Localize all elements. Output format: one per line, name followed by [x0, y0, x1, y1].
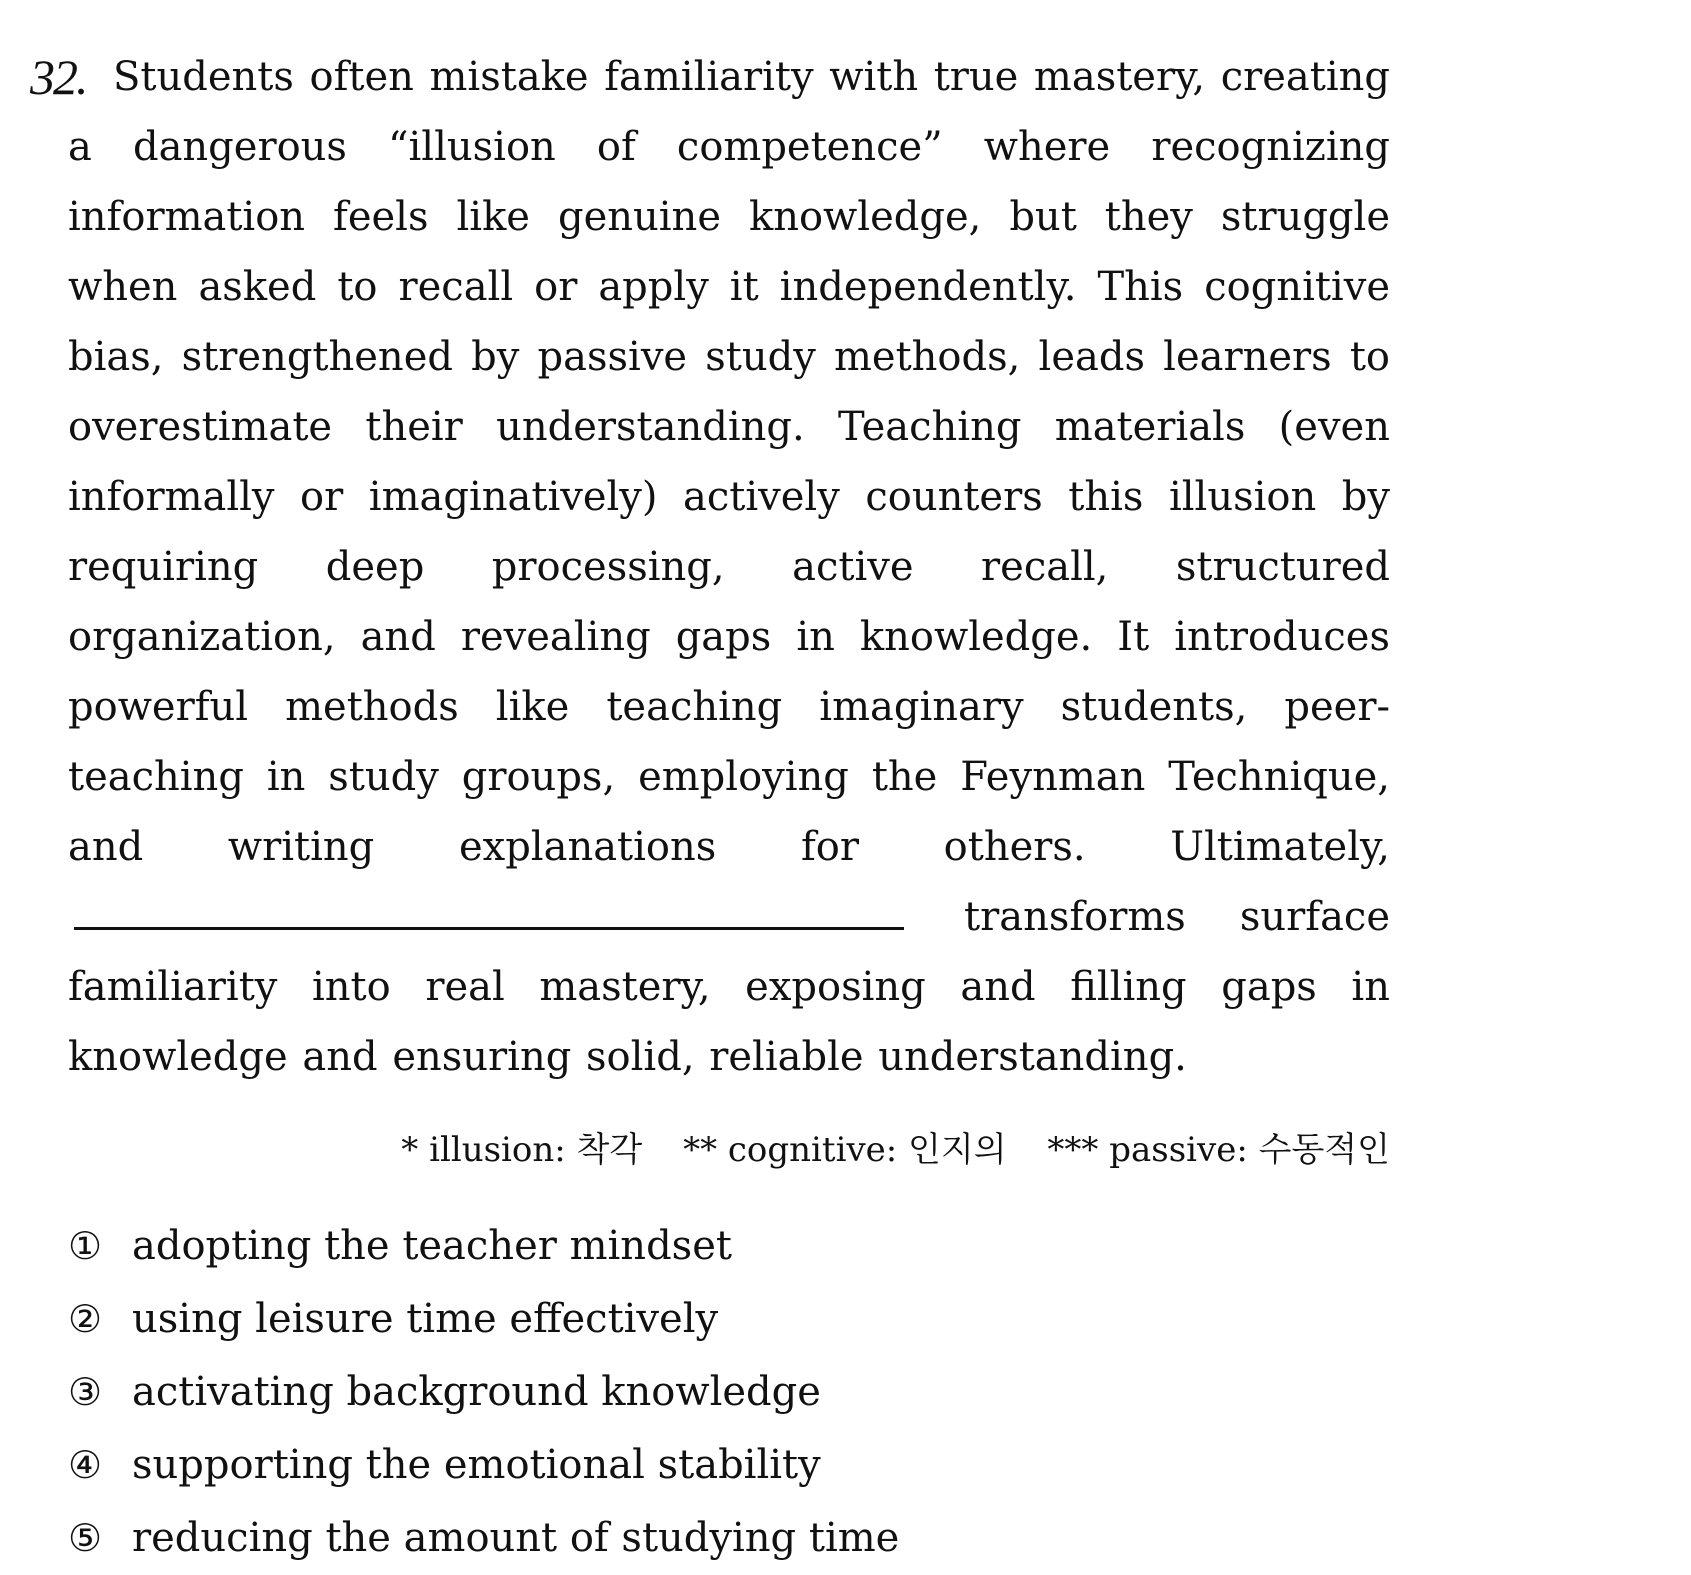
option-2[interactable] — [68, 1283, 899, 1356]
question-block — [30, 42, 1390, 1092]
passage — [30, 42, 1390, 1092]
option-text: supporting the emotional stability — [132, 1442, 821, 1488]
option-text: reducing the amount of studying time — [132, 1515, 900, 1561]
answer-options — [68, 1210, 899, 1575]
option-5[interactable] — [68, 1502, 899, 1575]
option-text: using leisure time effectively — [132, 1296, 719, 1342]
passage-before-blank: Students often mistake familiarity with true mastery, creating a dangerous “illusion of competence” where recognizing information feels like genuine knowledge, but they struggle when asked to recall or apply it independently. This cognitive bias, strengthened by passive study methods, leads learners to overestimate their understanding. Teaching materials (even informally or imaginatively) actively counters this illusion by requiring deep processing, active recall, structured organization, and revealing gaps in knowledge. It introduces powerful methods like teaching imaginary students, peer-teaching in study groups, employing the Feynman Technique, and writing explanations for others. Ultimately, — [68, 54, 1390, 870]
option-marker: ② — [68, 1297, 103, 1341]
footnote-passive: *** passive: 수동적인 — [1047, 1130, 1390, 1170]
option-4[interactable] — [68, 1429, 899, 1502]
option-marker: ③ — [68, 1370, 103, 1414]
option-1[interactable] — [68, 1210, 899, 1283]
passage-after-blank: transforms surface familiarity into real mastery, exposing and filling gaps in knowledge and ensuring solid, reliable understanding. — [68, 894, 1390, 1080]
footnotes — [300, 1120, 1390, 1180]
option-text: adopting the teacher mindset — [132, 1223, 732, 1269]
option-text: activating background knowledge — [132, 1369, 821, 1415]
option-marker: ① — [68, 1224, 103, 1268]
option-3[interactable] — [68, 1356, 899, 1429]
option-marker: ⑤ — [68, 1516, 103, 1560]
footnote-illusion: * illusion: 착각 — [401, 1130, 643, 1170]
question-number: 32. — [30, 49, 87, 105]
footnote-cognitive: ** cognitive: 인지의 — [683, 1130, 1007, 1170]
answer-blank — [74, 887, 904, 930]
option-marker: ④ — [68, 1443, 103, 1487]
